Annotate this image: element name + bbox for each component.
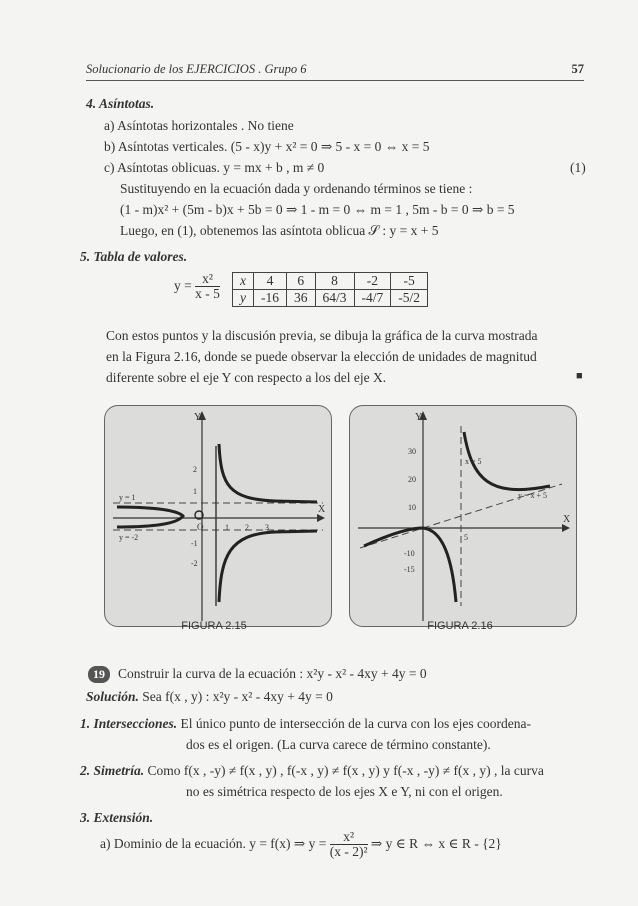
item-2-text: Como f(x , -y) ≠ f(x , y) , f(-x , y) ≠ f(x , y) y f(-x , -y) ≠ f(x , y) , la curva xyxy=(147,763,544,778)
item-3a-fraction xyxy=(330,830,368,859)
tick-label-y: -15 xyxy=(404,565,415,574)
ex19-solution xyxy=(86,689,333,705)
table-cell: -16 xyxy=(254,290,287,307)
item-1-label: 1. Intersecciones. xyxy=(80,716,178,731)
figure-2-16 xyxy=(349,405,577,627)
s4-item-a: a) Asíntotas horizontales . No tiene xyxy=(104,118,294,133)
asymptote-y1-label: y = 1 xyxy=(119,493,136,502)
header-title: Solucionario de los EJERCICIOS . Grupo 6 xyxy=(86,62,307,76)
tick-label-y: 1 xyxy=(193,487,197,496)
table-cell: 64/3 xyxy=(315,290,354,307)
figure-2-16-caption: FIGURA 2.16 xyxy=(427,620,493,632)
values-table xyxy=(232,272,428,307)
s4-item-c: c) Asíntotas oblicuas. y = mx + b , m ≠ 0 xyxy=(104,160,325,175)
exercise-number-badge: 19 xyxy=(88,666,110,683)
x-axis-label: X xyxy=(318,504,326,515)
tick-label-y: 30 xyxy=(408,447,416,456)
s4-c-line2: (1 - m)x² + (5m - b)x + 5b = 0 ⇒ 1 - m = 0 ⇔ m = 1 , 5m - b = 0 ⇒ b = 5 xyxy=(120,202,515,217)
ex19-item-2 xyxy=(80,763,544,779)
s4-eq-ref: (1) xyxy=(570,160,586,175)
item-3a-post: ⇒ y ∈ R ⇔ x ∈ R - {2} xyxy=(370,835,502,851)
ex19-item-1 xyxy=(80,716,531,732)
ex19-item-1-cont: dos es el origen. (La curva carece de término constante). xyxy=(186,737,491,752)
table-cell: 36 xyxy=(287,290,316,307)
figure-2-15-plot xyxy=(105,406,331,626)
s5-fraction xyxy=(195,272,220,301)
table-row-y xyxy=(233,290,428,307)
curve-branch-left xyxy=(117,507,183,527)
s5-para-line2: en la Figura 2.16, donde se puede observar la elección de unidades de magnitud xyxy=(106,349,537,364)
section-4-heading: 4. Asíntotas. xyxy=(86,96,155,111)
tick-label-x: 5 xyxy=(464,533,468,542)
tick-label-x: 2 xyxy=(245,523,249,532)
tick-label-y: 10 xyxy=(408,503,416,512)
table-row-x xyxy=(233,273,428,290)
table-cell: 6 xyxy=(287,273,316,290)
x-axis-label: X xyxy=(563,514,571,525)
y-axis-label: Y xyxy=(415,412,423,423)
table-cell: 8 xyxy=(315,273,354,290)
table-cell: y xyxy=(233,290,254,307)
end-of-proof-mark: ■ xyxy=(576,370,583,382)
tick-label-y: 20 xyxy=(408,475,416,484)
s4-c-line1: Sustituyendo en la ecuación dada y ordenando términos se tiene : xyxy=(120,181,473,196)
table-cell: -5/2 xyxy=(391,290,428,307)
x-axis-arrow xyxy=(562,524,570,532)
s5-y-eq: y = xyxy=(174,277,192,293)
table-cell: -4/7 xyxy=(354,290,391,307)
ex19-item-2-cont: no es simétrica respecto de los ejes X e Y, ni con el origen. xyxy=(186,784,503,799)
running-header xyxy=(86,62,584,77)
s5-frac-den: x - 5 xyxy=(195,286,220,302)
s5-para-line1: Con estos puntos y la discusión previa, se dibuja la gráfica de la curva mostrada xyxy=(106,328,538,343)
s5-para-line3: diferente sobre el eje Y con respecto a los del eje X. xyxy=(106,370,387,385)
asymptote-vertical-label: x = 5 xyxy=(465,457,482,466)
table-cell: -5 xyxy=(391,273,428,290)
tick-label-y: -10 xyxy=(404,549,415,558)
section-5-heading: 5. Tabla de valores. xyxy=(80,249,188,264)
page-number: 57 xyxy=(571,62,584,76)
tick-label-y: -2 xyxy=(191,559,198,568)
header-rule xyxy=(86,80,584,81)
origin-label: O xyxy=(197,522,204,532)
item-3a-frac-den: (x - 2)² xyxy=(329,844,368,860)
tick-label-x: 3 xyxy=(265,523,269,532)
solution-label: Solución. xyxy=(86,689,139,704)
curve-branch-upper xyxy=(219,444,317,502)
figure-2-16-plot xyxy=(350,406,576,626)
s4-item-b: b) Asíntotas verticales. (5 - x)y + x² = 0 ⇒ 5 - x = 0 ⇔ x = 5 xyxy=(104,139,430,154)
item-1-text: El único punto de intersección de la curva con los ejes coordena- xyxy=(180,716,531,731)
tick-label-x: 1 xyxy=(225,523,229,532)
s5-equation xyxy=(174,272,220,301)
table-cell: -2 xyxy=(354,273,391,290)
item-3a-pre: a) Dominio de la ecuación. y = f(x) ⇒ y = xyxy=(100,835,327,851)
item-2-label: 2. Simetría. xyxy=(80,763,145,778)
asymptote-oblique-label: y = x + 5 xyxy=(518,491,548,500)
ex19-statement: Construir la curva de la ecuación : x²y - x² - 4xy + 4y = 0 xyxy=(118,666,427,681)
curve-branch-lower xyxy=(219,531,317,602)
asymptote-y2-label: y = -2 xyxy=(119,533,139,542)
figure-2-15 xyxy=(104,405,332,627)
ex19-item-3-heading: 3. Extensión. xyxy=(80,810,154,825)
s4-c-line3: Luego, en (1), obtenemos las asíntota oblicua 𝒮 : y = x + 5 xyxy=(120,223,439,238)
x-axis-arrow xyxy=(317,514,325,522)
item-3a-frac-num: x² xyxy=(330,830,368,845)
ex19-item-3a xyxy=(100,830,502,859)
table-cell: x xyxy=(233,273,254,290)
tick-label-y: -1 xyxy=(191,539,198,548)
y-axis-label: Y xyxy=(194,412,202,423)
solution-text: Sea f(x , y) : x²y - x² - 4xy + 4y = 0 xyxy=(142,689,333,704)
s5-frac-num: x² xyxy=(195,272,220,287)
table-cell: 4 xyxy=(254,273,287,290)
figure-2-15-caption: FIGURA 2.15 xyxy=(181,620,247,632)
tick-label-y: 2 xyxy=(193,465,197,474)
